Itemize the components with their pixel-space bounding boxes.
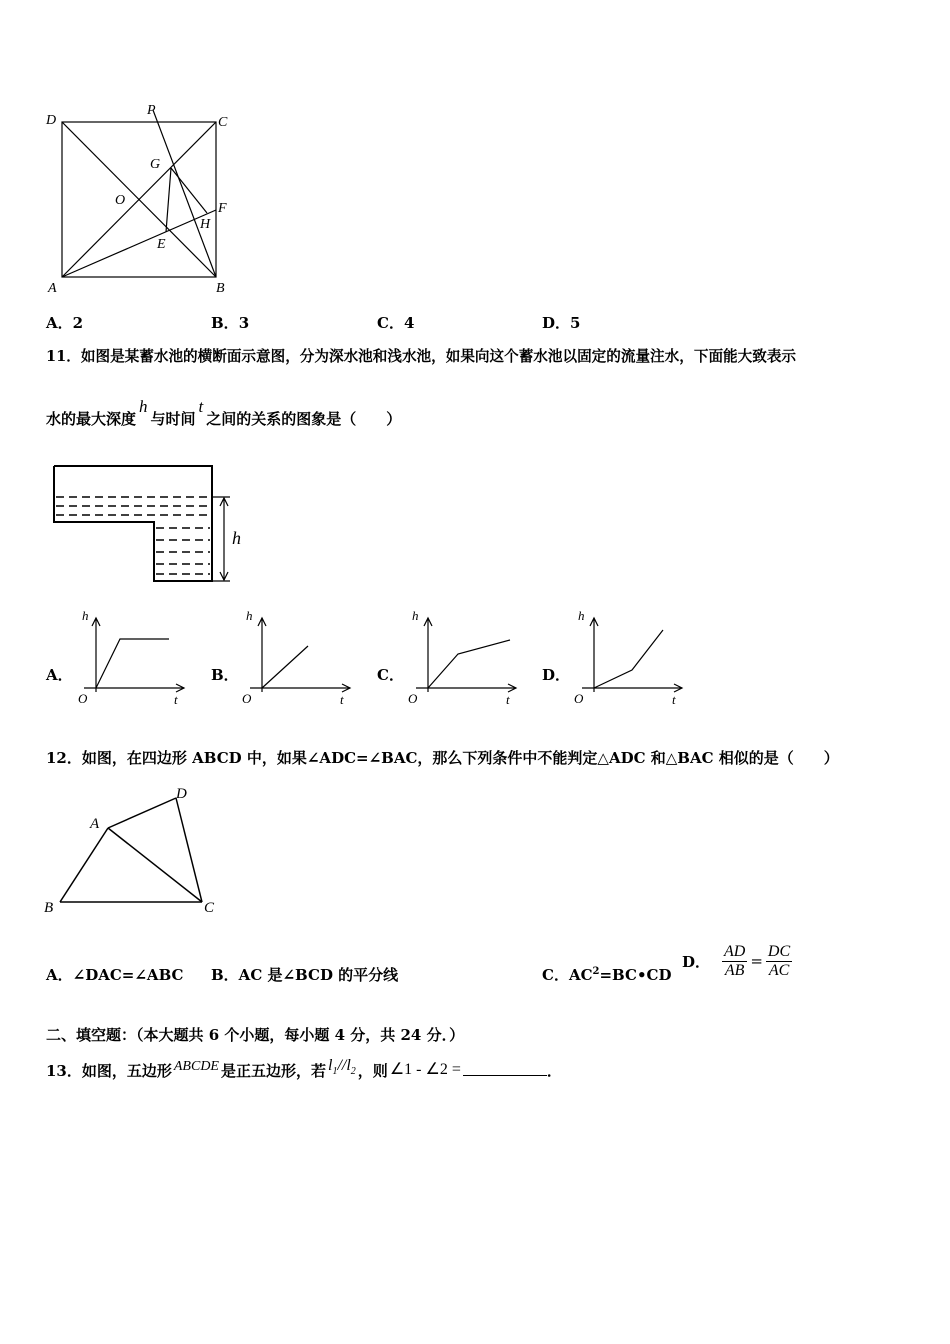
q12-frac2-den: AC [768, 961, 790, 979]
q10-label-f: F [218, 201, 227, 216]
q10-square-figure [40, 98, 240, 298]
q12-label-c: C [204, 900, 215, 916]
q10-label-c: C [218, 115, 228, 130]
q10-label-g: G [150, 157, 161, 172]
q12-fraction-2 [766, 943, 792, 980]
q11-stem-part-b: 与时间 [150, 410, 196, 428]
q11-var-h: h [139, 397, 148, 416]
q13-pre: 13．如图，五边形 [46, 1062, 172, 1080]
q12-label-d: D [176, 786, 187, 802]
q11-var-t: t [198, 397, 204, 416]
q11-graph-c-xlabel: t [506, 692, 510, 707]
q12-frac1-den: AB [724, 961, 745, 979]
option-letter: A． [46, 314, 73, 332]
option-letter: C． [377, 314, 404, 332]
q12-frac2-num: DC [767, 942, 791, 960]
q11-graph-b-ylabel: h [246, 608, 253, 623]
q11-graph-b-origin: O [242, 691, 252, 706]
q11-graph-b-line [262, 646, 308, 688]
q13-expression: ∠1 - ∠2 = [389, 1061, 461, 1078]
q12-stem: 12．如图，在四边形 ABCD 中，如果∠ADC=∠BAC，那么下列条件中不能判定△ADC 和△BAC 相似的是（ ） [46, 749, 839, 767]
q12-label-a: A [90, 816, 100, 832]
q10-label-h: H [200, 217, 211, 232]
q12-option-c-post: =BC•CD [599, 966, 672, 984]
q10-label-e: E [157, 237, 166, 252]
q11-graph-b-letter: B． [211, 666, 239, 684]
q11-tank-h-label: h [232, 528, 241, 548]
q13-post: ，则 [357, 1062, 388, 1080]
option-text: 3 [238, 314, 250, 332]
q13-l2-sub: 2 [350, 1066, 356, 1078]
q13-mid: 是正五边形，若 [220, 1062, 326, 1080]
q11-stem-line2 [46, 397, 402, 429]
q13-l2: l [346, 1057, 351, 1074]
q10-option-c [377, 312, 414, 333]
q10-option-a [46, 312, 83, 333]
q12-quadrilateral-figure [40, 782, 230, 922]
q11-graph-a-ylabel: h [82, 608, 89, 623]
option-text: 2 [72, 314, 84, 332]
q12-fraction-1 [722, 943, 747, 980]
q12-option-a: A．∠DAC=∠ABC [46, 966, 184, 984]
q11-stem-line1: 11．如图是某蓄水池的横断面示意图，分为深水池和浅水池，如果向这个蓄水池以固定的流量注水，下面能大致表示 [46, 348, 797, 365]
q12-option-d [682, 938, 792, 984]
q12-option-c-pre: C．AC [542, 966, 593, 984]
q13-answer-blank[interactable] [463, 1061, 547, 1076]
q13-end: ． [546, 1062, 562, 1080]
q10-option-b [211, 312, 249, 333]
option-letter: D． [542, 314, 571, 332]
q11-graph-a-xlabel: t [174, 692, 178, 707]
q10-label-b: B [216, 281, 225, 296]
q11-graph-d-origin: O [574, 691, 584, 706]
q10-label-d: D [46, 113, 57, 128]
q10-label-a: A [48, 281, 57, 296]
q11-graph-d-letter: D． [542, 666, 571, 684]
q11-graph-a-letter: A． [46, 666, 73, 684]
q10-label-p: P [147, 103, 156, 118]
option-text: 4 [403, 314, 415, 332]
q13-l1: l [328, 1057, 333, 1074]
q11-graph-c-line [428, 640, 510, 688]
q11-graph-d [572, 604, 692, 708]
q12-frac1-num: AD [724, 942, 746, 960]
section-2-title: 二、填空题：（本大题共 6 个小题，每小题 4 分，共 24 分．） [46, 1026, 465, 1044]
q11-graph-d-xlabel: t [672, 692, 676, 707]
q12-option-d-letter: D． [682, 952, 711, 971]
q13-parallel: // [337, 1057, 347, 1074]
q11-tank-figure [50, 460, 260, 590]
q11-graph-c-origin: O [408, 691, 418, 706]
q11-graph-a-origin: O [78, 691, 88, 706]
q11-graph-d-ylabel: h [578, 608, 585, 623]
q10-option-d [542, 312, 580, 333]
q12-label-b: B [44, 900, 54, 916]
q11-graph-c-ylabel: h [412, 608, 419, 623]
q11-graph-a [74, 604, 194, 708]
q13-parallel-lines [328, 1057, 356, 1078]
option-text: 5 [570, 314, 581, 332]
q12-option-c-sup: 2 [592, 966, 600, 977]
q13-pentagon: ABCDE [173, 1059, 219, 1074]
q13-stem [46, 1057, 562, 1083]
option-letter: B． [211, 314, 239, 332]
q11-stem-part-a: 水的最大深度 [46, 410, 137, 428]
q11-graph-a-line [96, 639, 169, 688]
q13-l1-sub: 1 [332, 1066, 338, 1078]
q11-stem-part-c: 之间的关系的图象是（ ） [206, 410, 402, 428]
q11-graph-b [240, 604, 360, 708]
q11-graph-c-letter: C． [377, 666, 404, 684]
q10-label-o: O [115, 193, 126, 208]
q11-graph-b-xlabel: t [340, 692, 344, 707]
q12-option-c [542, 964, 671, 985]
q11-graph-d-line [594, 630, 663, 688]
q11-graph-c [406, 604, 526, 708]
q12-equals: = [750, 952, 763, 970]
q12-option-b: B．AC 是∠BCD 的平分线 [211, 966, 399, 984]
